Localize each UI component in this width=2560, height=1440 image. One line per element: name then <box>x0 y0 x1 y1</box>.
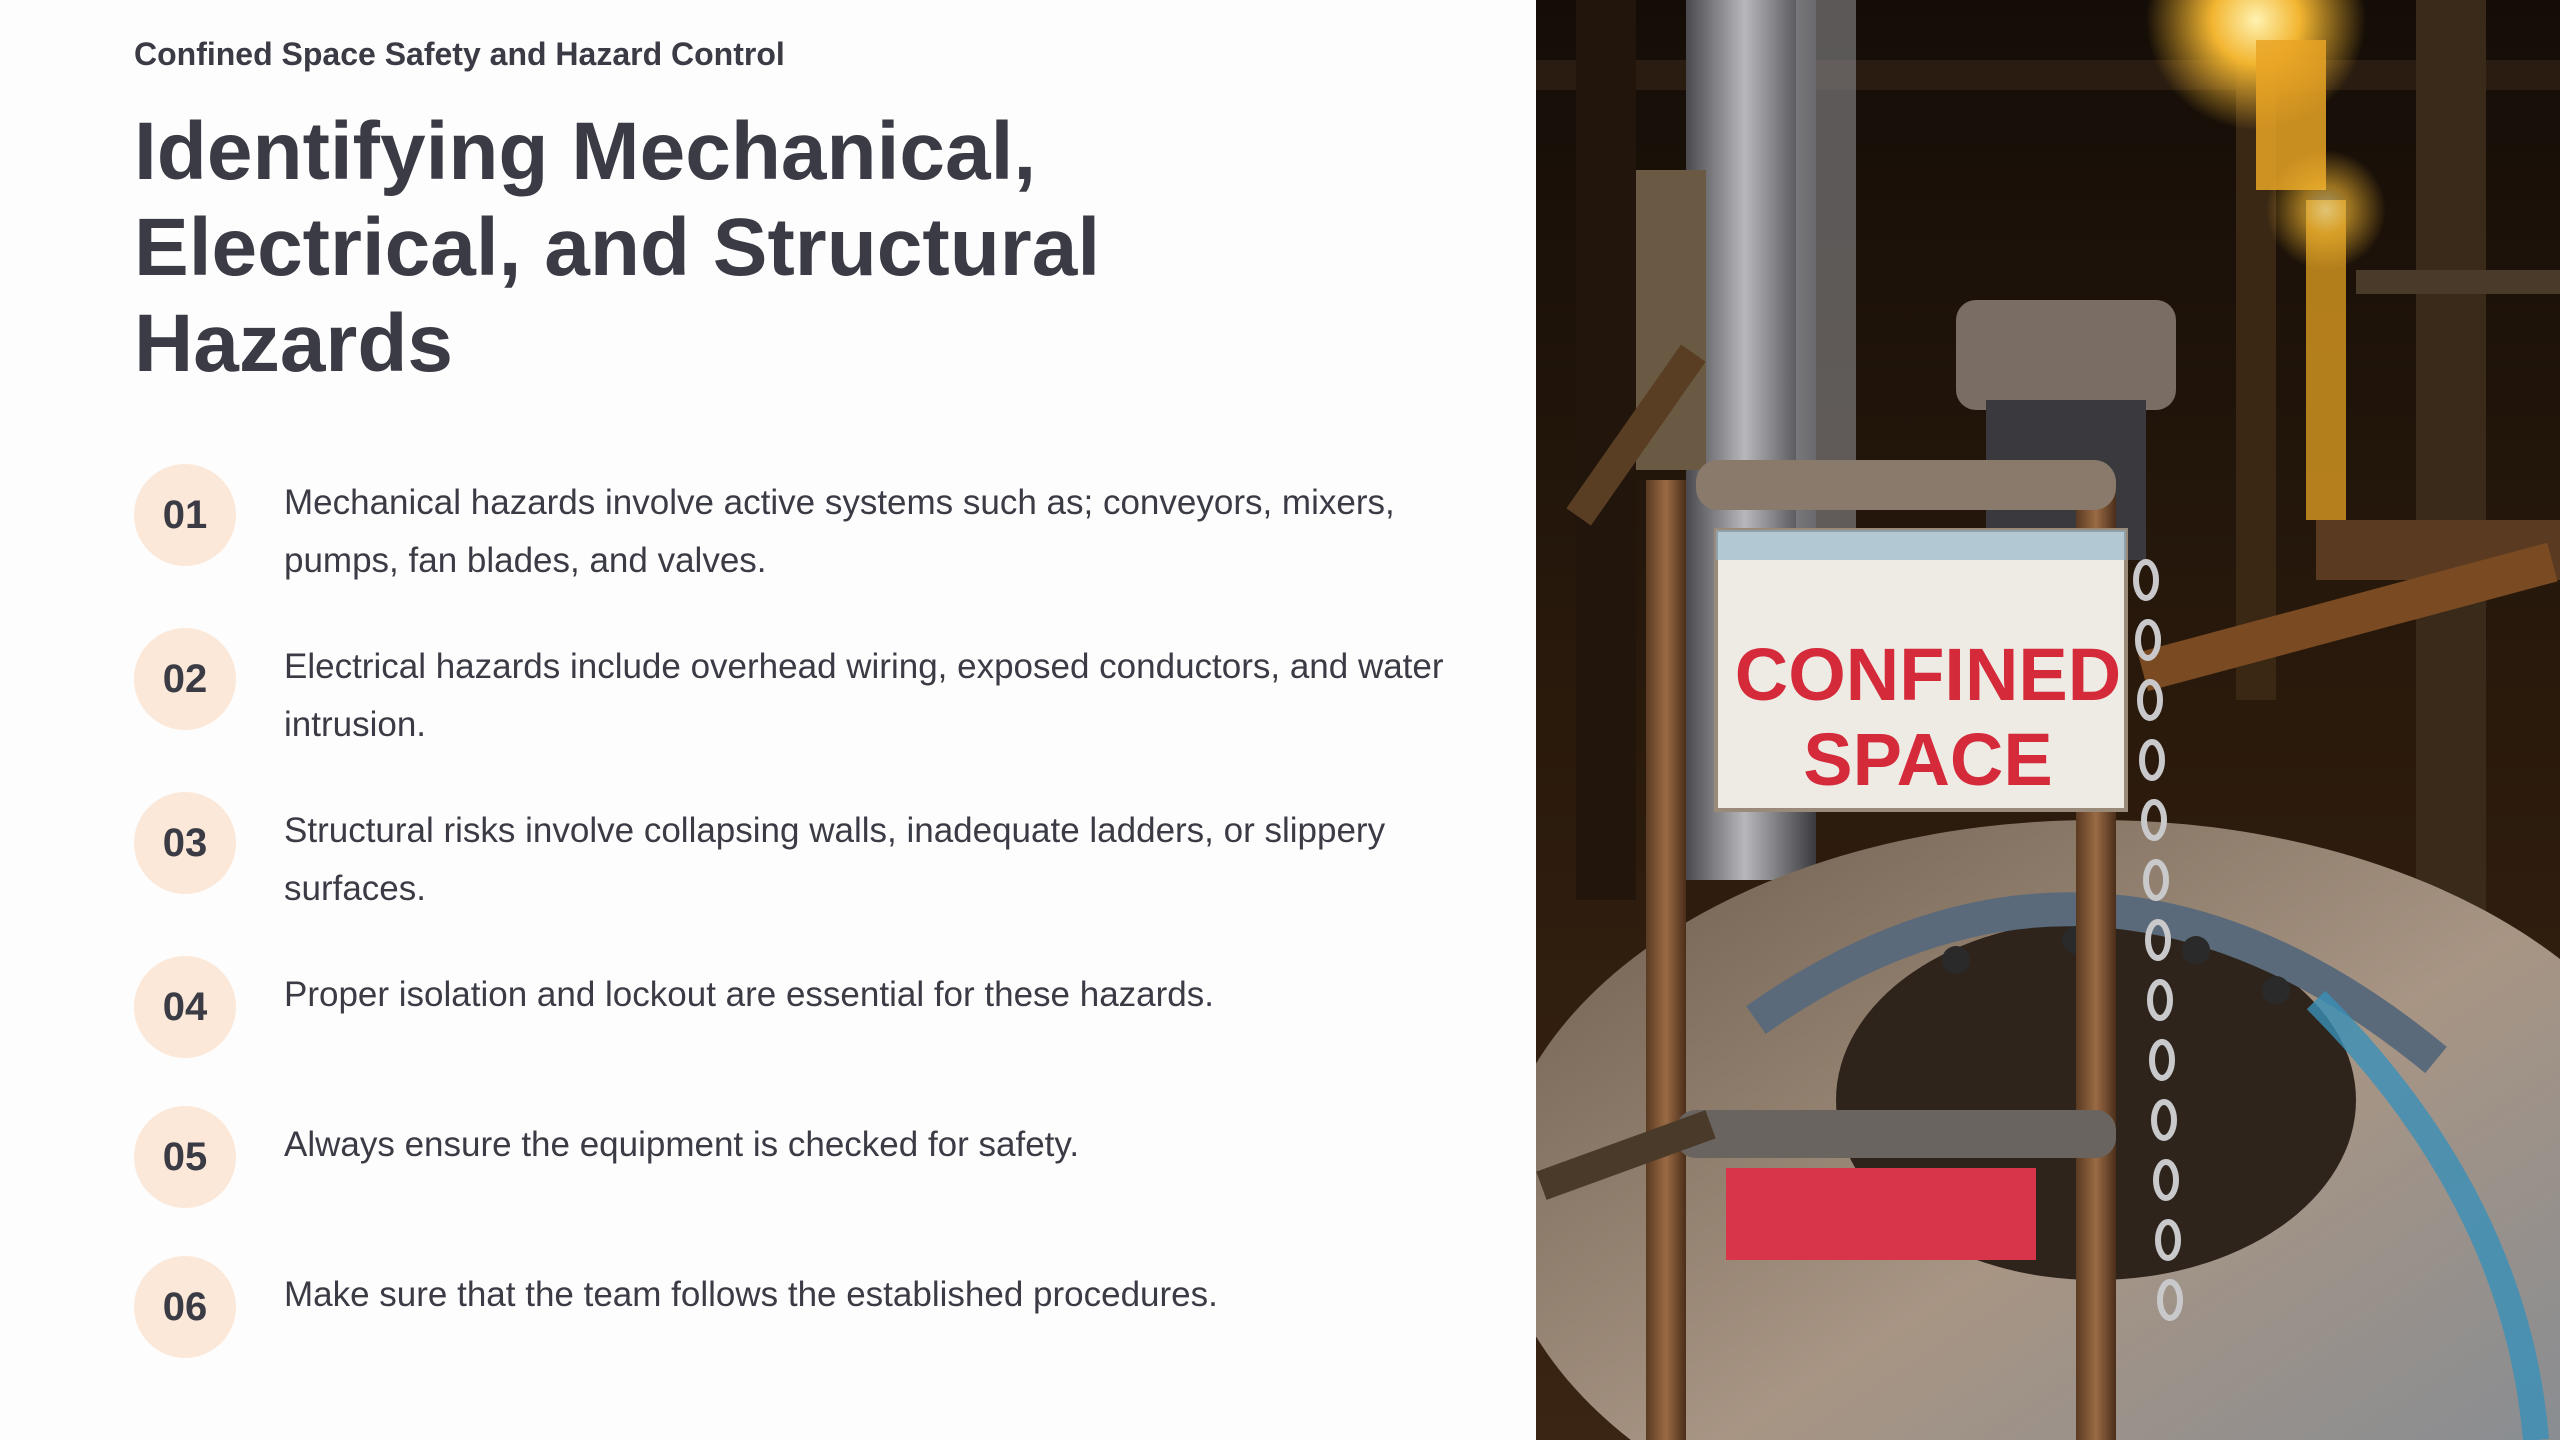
item-number-badge: 02 <box>134 628 236 730</box>
item-number-badge: 01 <box>134 464 236 566</box>
red-step <box>1726 1168 2036 1260</box>
item-number-badge: 06 <box>134 1256 236 1358</box>
sign-text-line1: CONFINED <box>1734 633 2122 716</box>
sign-text-line2: SPACE <box>1803 718 2053 801</box>
item-text: Always ensure the equipment is checked for safety. <box>284 1125 1080 1164</box>
item-number-badge: 04 <box>134 956 236 1058</box>
ladder-rung <box>1676 1110 2116 1158</box>
item-number-badge: 03 <box>134 792 236 894</box>
item-text: Make sure that the team follows the established procedures. <box>284 1275 1218 1314</box>
item-text: Proper isolation and lockout are essential for these hazards. <box>284 975 1214 1014</box>
slide-title: Identifying Mechanical, Electrical, and Structural Hazards <box>134 106 1101 389</box>
ladder-rail <box>1646 480 1686 1440</box>
confined-space-photo <box>1536 0 2560 1440</box>
ladder-top-bar <box>1696 460 2116 510</box>
item-text: Structural risks involve collapsing walls, inadequate ladders, or slippery surfaces. <box>284 811 1386 908</box>
item-text: Electrical hazards include overhead wiring, exposed conductors, and water intrusion. <box>284 647 1444 744</box>
item-number-badge: 05 <box>134 1106 236 1208</box>
section-eyebrow: Confined Space Safety and Hazard Control <box>134 36 785 72</box>
confined-space-sign <box>1716 530 2126 810</box>
photo-illustration <box>1536 0 2560 1440</box>
item-text: Mechanical hazards involve active systems such as; conveyors, mixers, pumps, fan blades, and valves. <box>284 483 1395 580</box>
